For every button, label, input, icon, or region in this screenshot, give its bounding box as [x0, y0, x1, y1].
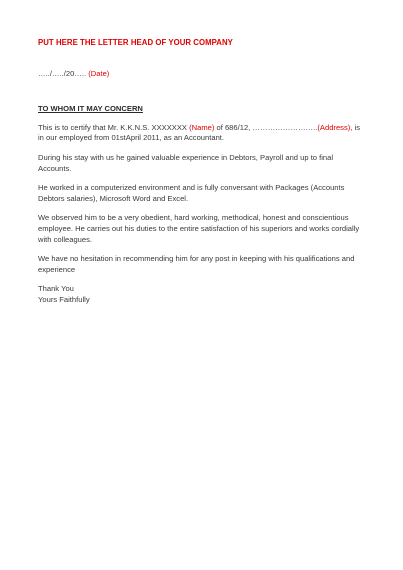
date-line	[38, 69, 368, 80]
name-placeholder: (Name)	[189, 122, 215, 132]
letter-subject: TO WHOM IT MAY CONCERN	[38, 104, 143, 114]
closing-yours-faithfully: Yours Faithfully	[38, 294, 90, 304]
paragraph-recommendation: We have no hesitation in recommending him for any post in keeping with his qualifications and experience	[38, 254, 355, 274]
paragraph-character: We observed him to be a very obedient, hard working, methodical, honest and conscientious employee. He carries out his duties to the entire satisfaction of his superiors and works cordially with colleagues.	[38, 213, 360, 244]
date-dots: …../…../20…..	[38, 68, 89, 78]
letter-body	[38, 38, 368, 306]
paragraph-experience: During his stay with us he gained valuable experience in Debtors, Payroll and up to final Accounts.	[38, 152, 334, 173]
letterhead-placeholder: PUT HERE THE LETTER HEAD OF YOUR COMPANY	[38, 38, 233, 47]
address-placeholder: (Address),	[317, 122, 353, 132]
paragraph-certification	[38, 123, 368, 144]
certification-text-2: of 686/12, ……………………..	[214, 122, 318, 132]
certification-text-3: is in our employed from 01stApril 2011, as an Accountant.	[38, 122, 360, 143]
date-placeholder: (Date)	[88, 68, 110, 78]
paragraph-skills: He worked in a computerized environment and is fully conversant with Packages (Accounts Debtors salaries), Microsoft Word and Excel.	[38, 183, 345, 203]
closing-block	[38, 284, 368, 305]
closing-thank-you: Thank You	[38, 284, 74, 294]
certification-text-1: This is to certify that Mr. K.K.N.S. XXXXXXX	[38, 122, 190, 132]
